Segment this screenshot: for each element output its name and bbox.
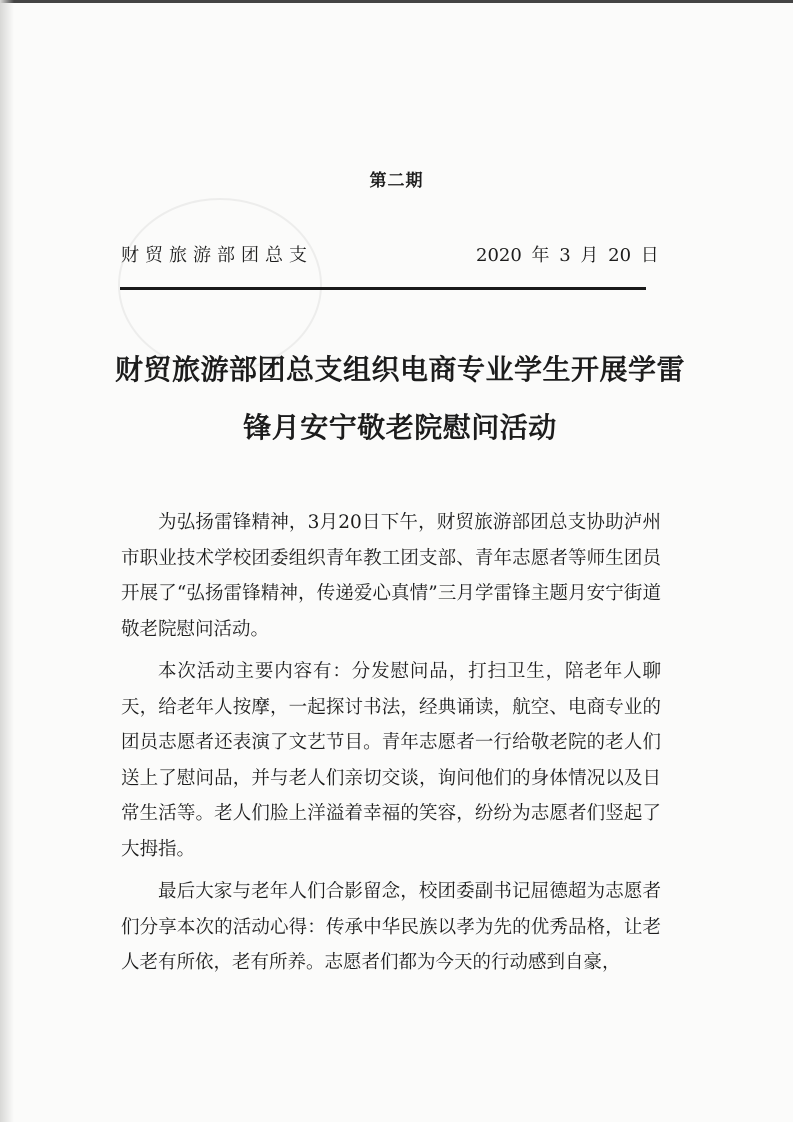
issue-number: 第二期 xyxy=(369,171,424,191)
paragraph-2: 本次活动主要内容有：分发慰问品，打扫卫生，陪老年人聊天，给老年人按摩，一起探讨书法，经典诵读，航空、电商专业的团员志愿者还表演了文艺节目。青年志愿者一行给敬老院的老人们送上了慰问品，并与老人们亲切交谈，询问他们的身体情况以及日常生活等。老人们脸上洋溢着幸福的笑容，纷纷为志愿者们竖起了大拇指。 xyxy=(121,661,661,860)
top-border xyxy=(0,0,793,3)
paragraph-3: 最后大家与老年人们合影留念，校团委副书记屈德超为志愿者们分享本次的活动心得：传承中华民族以孝为先的优秀品格，让老人老有所依，老有所养。志愿者们都为今天的行动感到自豪， xyxy=(121,881,661,973)
organization-name: 财贸旅游部团总支 xyxy=(121,245,313,266)
issue-date: 2020 年 3 月 20 日 xyxy=(476,245,659,266)
title-line-1: 财贸旅游部团总支组织电商专业学生开展学雷 xyxy=(114,353,685,386)
title-line-2: 锋月安宁敬老院慰问活动 xyxy=(243,411,557,444)
article-body xyxy=(121,505,661,988)
header-divider xyxy=(120,287,646,290)
paragraph-1: 为弘扬雷锋精神，3月20日下午，财贸旅游部团总支协助泸州市职业技术学校团委组织青年教工团支部、青年志愿者等师生团员开展了“弘扬雷锋精神，传递爱心真情”三月学雷锋主题月安宁街道敬老院慰问活动。 xyxy=(121,512,661,640)
article-title xyxy=(100,341,700,457)
